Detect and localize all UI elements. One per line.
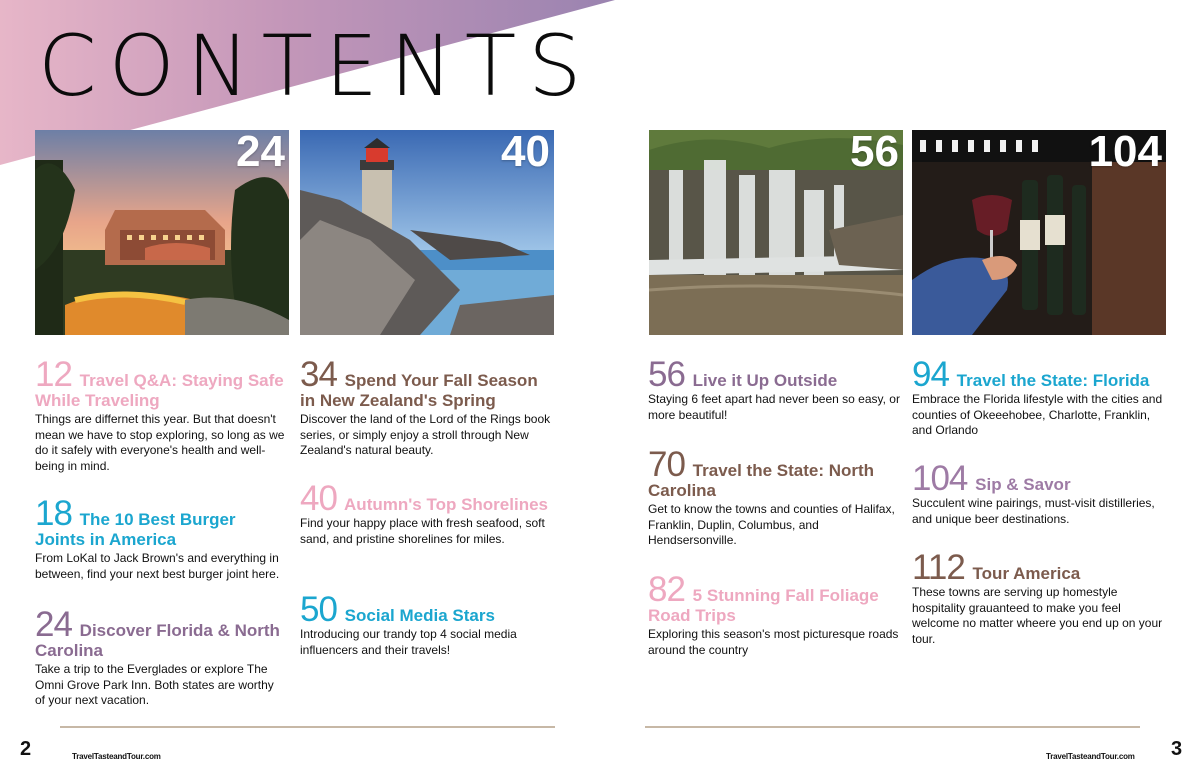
site-url-left[interactable]: TravelTasteandTour.com xyxy=(72,752,161,761)
toc-description: Staying 6 feet apart had never been so easy, or more beautiful! xyxy=(648,392,900,422)
toc-entry[interactable] xyxy=(912,459,1164,527)
toc-description: Embrace the Florida lifestyle with the cities and counties of Okeeehobee, Charlotte, Franklin, and Orlando xyxy=(912,392,1163,437)
toc-description: Succulent wine pairings, must-visit distilleries, and unique beer destinations. xyxy=(912,496,1155,526)
photo-page-number: 24 xyxy=(236,130,285,176)
toc-title: Autumn's Top Shorelines xyxy=(344,495,548,514)
photo-page-number: 56 xyxy=(850,130,899,176)
toc-description: These towns are serving up homestyle hospitality grauanteed to make you feel welcome no matter wheere you end up on your tour. xyxy=(912,585,1163,646)
photo-resort xyxy=(35,130,289,335)
toc-title: The 10 Best Burger Joints in America xyxy=(35,510,236,549)
toc-description: Take a trip to the Everglades or explore The Omni Grove Park Inn. Both states are worthy of your next vacation. xyxy=(35,662,274,707)
photo-page-number: 40 xyxy=(501,130,550,176)
toc-entry[interactable] xyxy=(35,605,287,709)
photo-wine xyxy=(912,130,1166,335)
right-page-number: 3 xyxy=(1171,738,1183,760)
page-title: CONTENTS xyxy=(38,17,594,115)
toc-page-number: 104 xyxy=(912,459,968,498)
toc-page-number: 24 xyxy=(35,605,72,644)
toc-title: 5 Stunning Fall Foliage Road Trips xyxy=(648,586,879,625)
toc-entry[interactable] xyxy=(912,548,1164,647)
toc-page-number: 18 xyxy=(35,494,72,533)
toc-entry[interactable] xyxy=(300,590,552,658)
photo-waterfall xyxy=(649,130,903,335)
toc-description: Introducing our trandy top 4 social media influencers and their travels! xyxy=(300,627,517,657)
toc-page-number: 94 xyxy=(912,355,949,394)
toc-description: Exploring this season's most picturesque roads around the country xyxy=(648,627,899,657)
toc-entry[interactable] xyxy=(912,355,1164,439)
toc-title: Travel the State: North Carolina xyxy=(648,461,875,500)
toc-entry[interactable] xyxy=(648,445,900,549)
toc-page-number: 56 xyxy=(648,355,685,394)
toc-title: Live it Up Outside xyxy=(692,371,838,390)
toc-description: From LoKal to Jack Brown's and everything in between, find your next best burger joint here. xyxy=(35,551,280,581)
toc-entry[interactable] xyxy=(300,479,552,547)
toc-page-number: 50 xyxy=(300,590,337,629)
toc-title: Sip & Savor xyxy=(975,475,1071,494)
toc-description: Discover the land of the Lord of the Rings book series, or simply enjoy a stroll through New Zealand's natural beauty. xyxy=(300,412,551,457)
photo-lighthouse xyxy=(300,130,554,335)
toc-description: Things are differnet this year. But that doesn't mean we have to stop exploring, so long as we do it safely with everyone's health and well-being in mind. xyxy=(35,412,285,473)
left-page-number: 2 xyxy=(20,738,32,760)
toc-description: Get to know the towns and counties of Halifax, Franklin, Duplin, Columbus, and Hendsersonville. xyxy=(648,502,895,547)
toc-title: Spend Your Fall Season in New Zealand's Spring xyxy=(300,371,538,410)
toc-description: Find your happy place with fresh seafood, soft sand, and pristine shorelines for miles. xyxy=(300,516,545,546)
footer-rule-left xyxy=(60,726,555,728)
toc-page-number: 12 xyxy=(35,355,72,394)
toc-entry[interactable] xyxy=(35,494,287,582)
site-url-right[interactable]: TravelTasteandTour.com xyxy=(1046,752,1135,761)
toc-page-number: 70 xyxy=(648,445,685,484)
toc-title: Travel Q&A: Staying Safe While Traveling xyxy=(35,371,284,410)
toc-page-number: 40 xyxy=(300,479,337,518)
photo-page-number: 104 xyxy=(1088,130,1162,176)
toc-title: Social Media Stars xyxy=(344,606,495,625)
toc-title: Discover Florida & North Carolina xyxy=(35,621,280,660)
toc-page-number: 112 xyxy=(912,548,965,587)
toc-entry[interactable] xyxy=(35,355,287,474)
toc-page-number: 34 xyxy=(300,355,337,394)
footer-rule-right xyxy=(645,726,1140,728)
toc-title: Tour America xyxy=(972,564,1081,583)
toc-entry[interactable] xyxy=(648,570,900,658)
toc-page-number: 82 xyxy=(648,570,685,609)
toc-title: Travel the State: Florida xyxy=(956,371,1150,390)
toc-entry[interactable] xyxy=(648,355,900,423)
toc-entry[interactable] xyxy=(300,355,552,459)
